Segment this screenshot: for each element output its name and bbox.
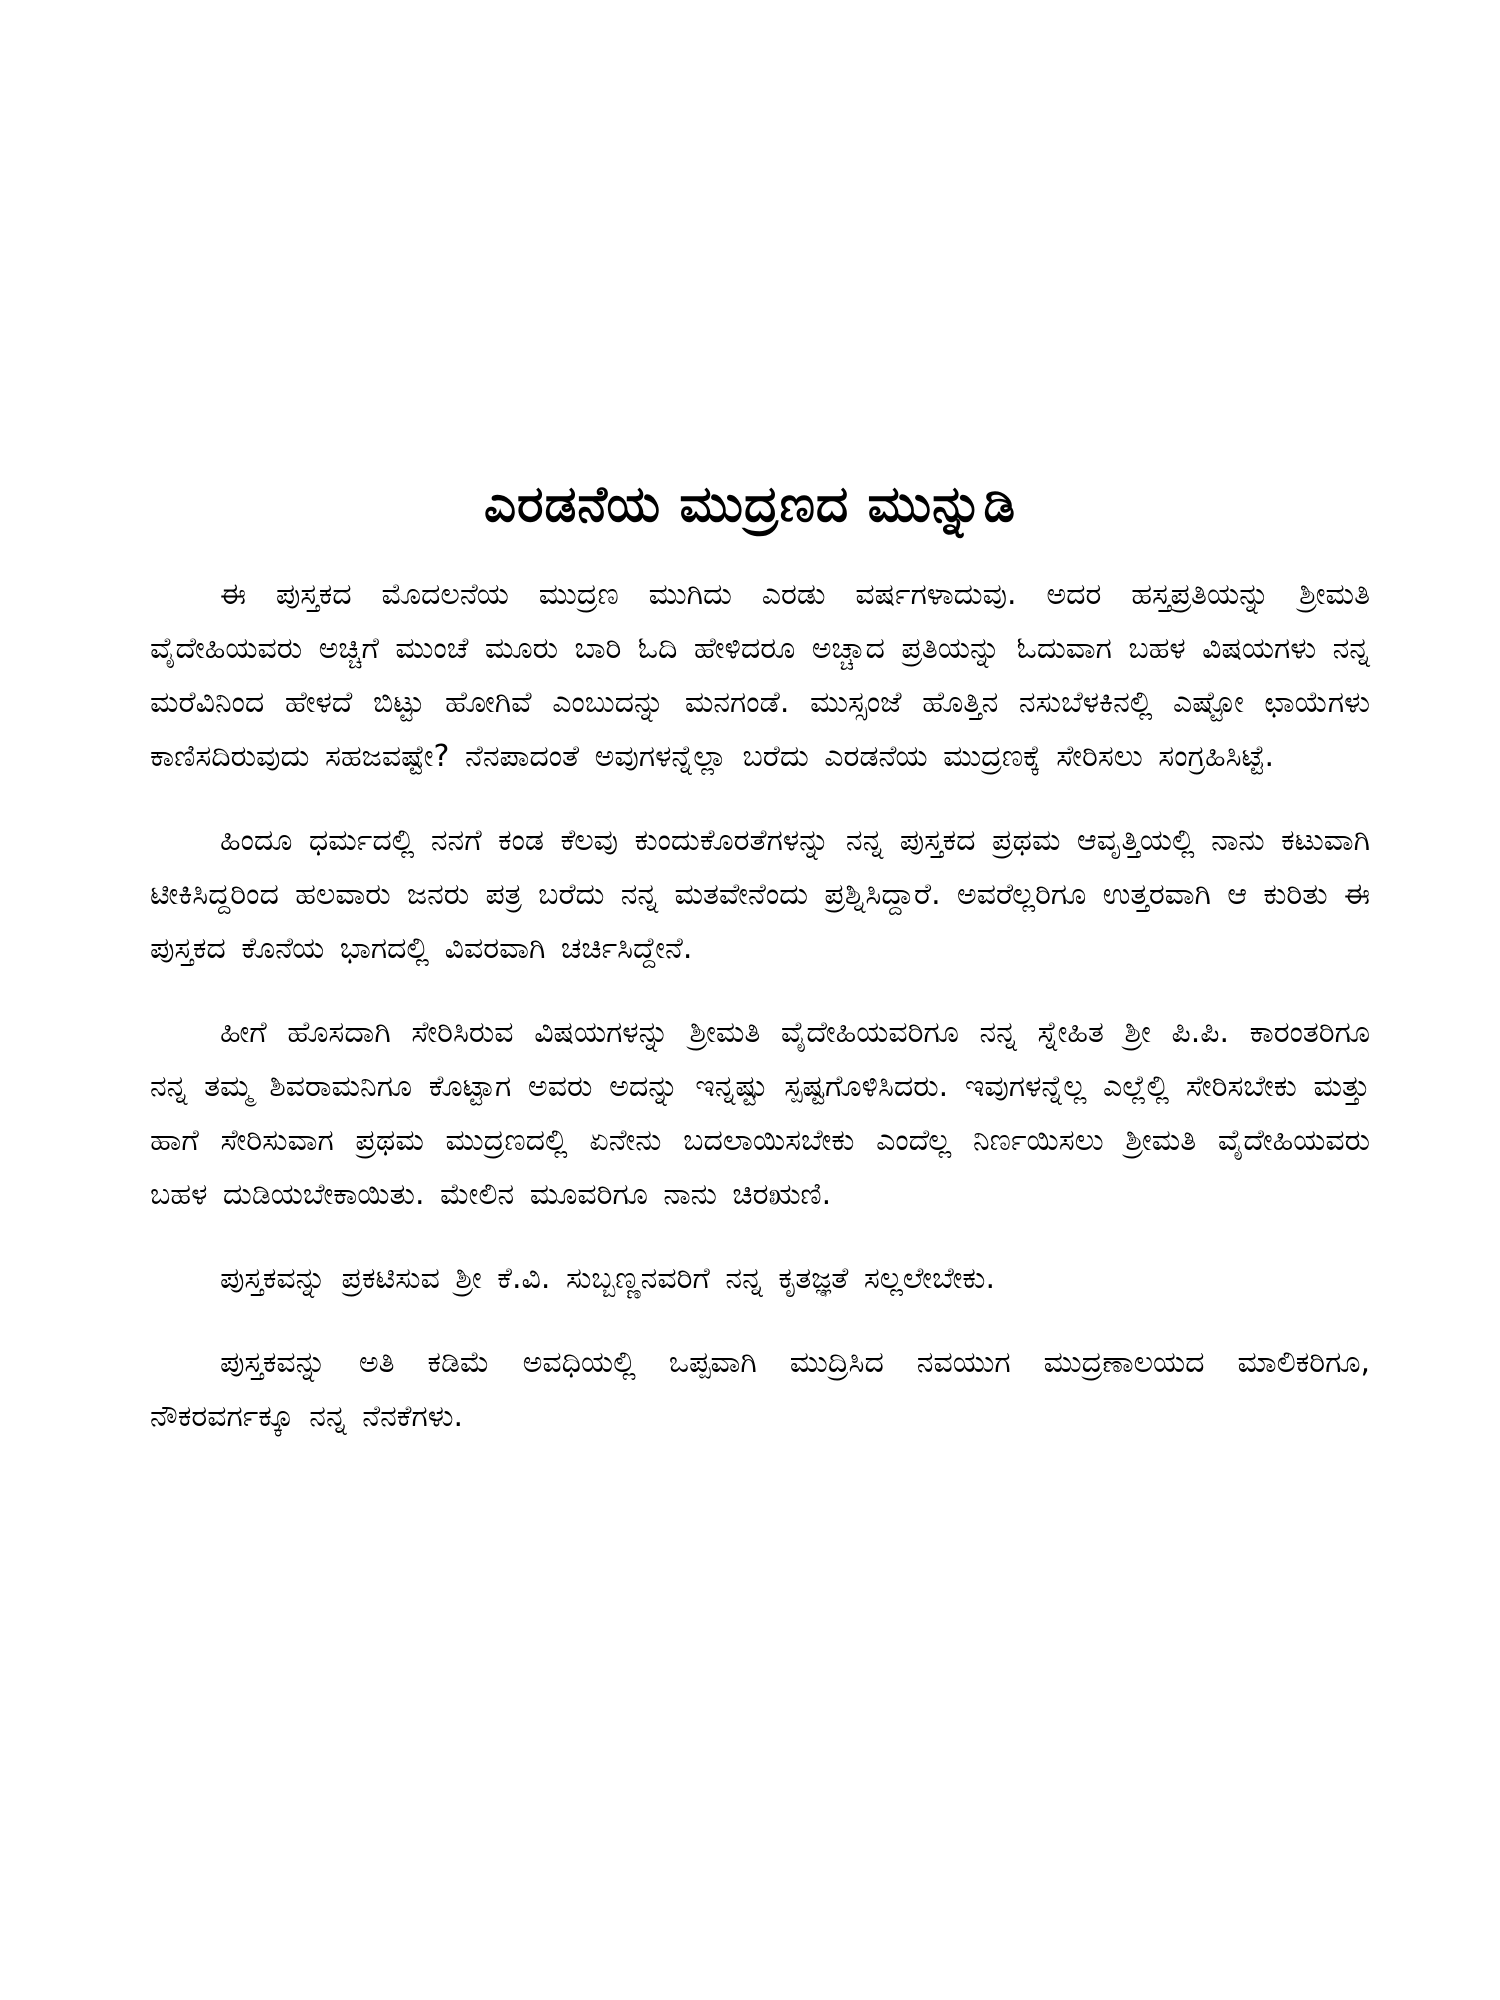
paragraph-3: ಹೀಗೆ ಹೊಸದಾಗಿ ಸೇರಿಸಿರುವ ವಿಷಯಗಳನ್ನು ಶ್ರೀಮತಿ ವೈದೇಹಿಯವರಿಗೂ ನನ್ನ ಸ್ನೇಹಿತ ಶ್ರೀ ಪಿ.ಪಿ. ಕಾರಂತರಿಗೂ ನನ್ನ ತಮ್ಮ ಶಿವರಾಮನಿಗೂ ಕೊಟ್ಟಾಗ ಅವರು ಅದನ್ನು ಇನ್ನಷ್ಟು ಸ್ಪಷ್ಟಗೊಳಿಸಿದರು. ಇವುಗಳನ್ನೆಲ್ಲ ಎಲ್ಲೆಲ್ಲಿ ಸೇರಿಸಬೇಕು ಮತ್ತು ಹಾಗೆ ಸೇರಿಸುವಾಗ ಪ್ರಥಮ ಮುದ್ರಣದಲ್ಲಿ ಏನೇನು ಬದಲಾಯಿಸಬೇಕು ಎಂದೆಲ್ಲ ನಿರ್ಣಯಿಸಲು ಶ್ರೀಮತಿ ವೈದೇಹಿಯವರು ಬಹಳ ದುಡಿಯಬೇಕಾಯಿತು. ಮೇಲಿನ ಮೂವರಿಗೂ ನಾನು ಚಿರಋಣಿ. [150, 1015, 1370, 1212]
paragraph-2: ಹಿಂದೂ ಧರ್ಮದಲ್ಲಿ ನನಗೆ ಕಂಡ ಕೆಲವು ಕುಂದುಕೊರತೆಗಳನ್ನು ನನ್ನ ಪುಸ್ತಕದ ಪ್ರಥಮ ಆವೃತ್ತಿಯಲ್ಲಿ ನಾನು ಕಟುವಾಗಿ ಟೀಕಿಸಿದ್ದರಿಂದ ಹಲವಾರು ಜನರು ಪತ್ರ ಬರೆದು ನನ್ನ ಮತವೇನೆಂದು ಪ್ರಶ್ನಿಸಿದ್ದಾರೆ. ಅವರೆಲ್ಲರಿಗೂ ಉತ್ತರವಾಗಿ ಆ ಕುರಿತು ಈ ಪುಸ್ತಕದ ಕೊನೆಯ ಭಾಗದಲ್ಲಿ ವಿವರವಾಗಿ ಚರ್ಚಿಸಿದ್ದೇನೆ. [150, 823, 1370, 966]
page-title: ಎರಡನೆಯ ಮುದ್ರಣದ ಮುನ್ನುಡಿ [483, 474, 1017, 533]
paragraph-5: ಪುಸ್ತಕವನ್ನು ಅತಿ ಕಡಿಮೆ ಅವಧಿಯಲ್ಲಿ ಒಪ್ಪವಾಗಿ ಮುದ್ರಿಸಿದ ನವಯುಗ ಮುದ್ರಣಾಲಯದ ಮಾಲಿಕರಿಗೂ, ನೌಕರವರ್ಗಕ್ಕೂ ನನ್ನ ನೆನಕೆಗಳು. [150, 1345, 1370, 1434]
paragraph-4: ಪುಸ್ತಕವನ್ನು ಪ್ರಕಟಿಸುವ ಶ್ರೀ ಕೆ.ವಿ. ಸುಬ್ಬಣ್ಣನವರಿಗೆ ನನ್ನ ಕೃತಜ್ಞತೆ ಸಲ್ಲಲೇಬೇಕು. [220, 1261, 995, 1296]
document-body [150, 568, 1370, 1474]
paragraph-1: ಈ ಪುಸ್ತಕದ ಮೊದಲನೆಯ ಮುದ್ರಣ ಮುಗಿದು ಎರಡು ವರ್ಷಗಳಾದುವು. ಅದರ ಹಸ್ತಪ್ರತಿಯನ್ನು ಶ್ರೀಮತಿ ವೈದೇಹಿಯವರು ಅಚ್ಚಿಗೆ ಮುಂಚೆ ಮೂರು ಬಾರಿ ಓದಿ ಹೇಳಿದರೂ ಅಚ್ಚಾದ ಪ್ರತಿಯನ್ನು ಓದುವಾಗ ಬಹಳ ವಿಷಯಗಳು ನನ್ನ ಮರೆವಿನಿಂದ ಹೇಳದೆ ಬಿಟ್ಟು ಹೋಗಿವೆ ಎಂಬುದನ್ನು ಮನಗಂಡೆ. ಮುಸ್ಸಂಜೆ ಹೊತ್ತಿನ ನಸುಬೆಳಕಿನಲ್ಲಿ ಎಷ್ಟೋ ಛಾಯೆಗಳು ಕಾಣಿಸದಿರುವುದು ಸಹಜವಷ್ಟೇ? ನೆನಪಾದಂತೆ ಅವುಗಳನ್ನೆಲ್ಲಾ ಬರೆದು ಎರಡನೆಯ ಮುದ್ರಣಕ್ಕೆ ಸೇರಿಸಲು ಸಂಗ್ರಹಿಸಿಟ್ಟೆ. [150, 577, 1370, 774]
